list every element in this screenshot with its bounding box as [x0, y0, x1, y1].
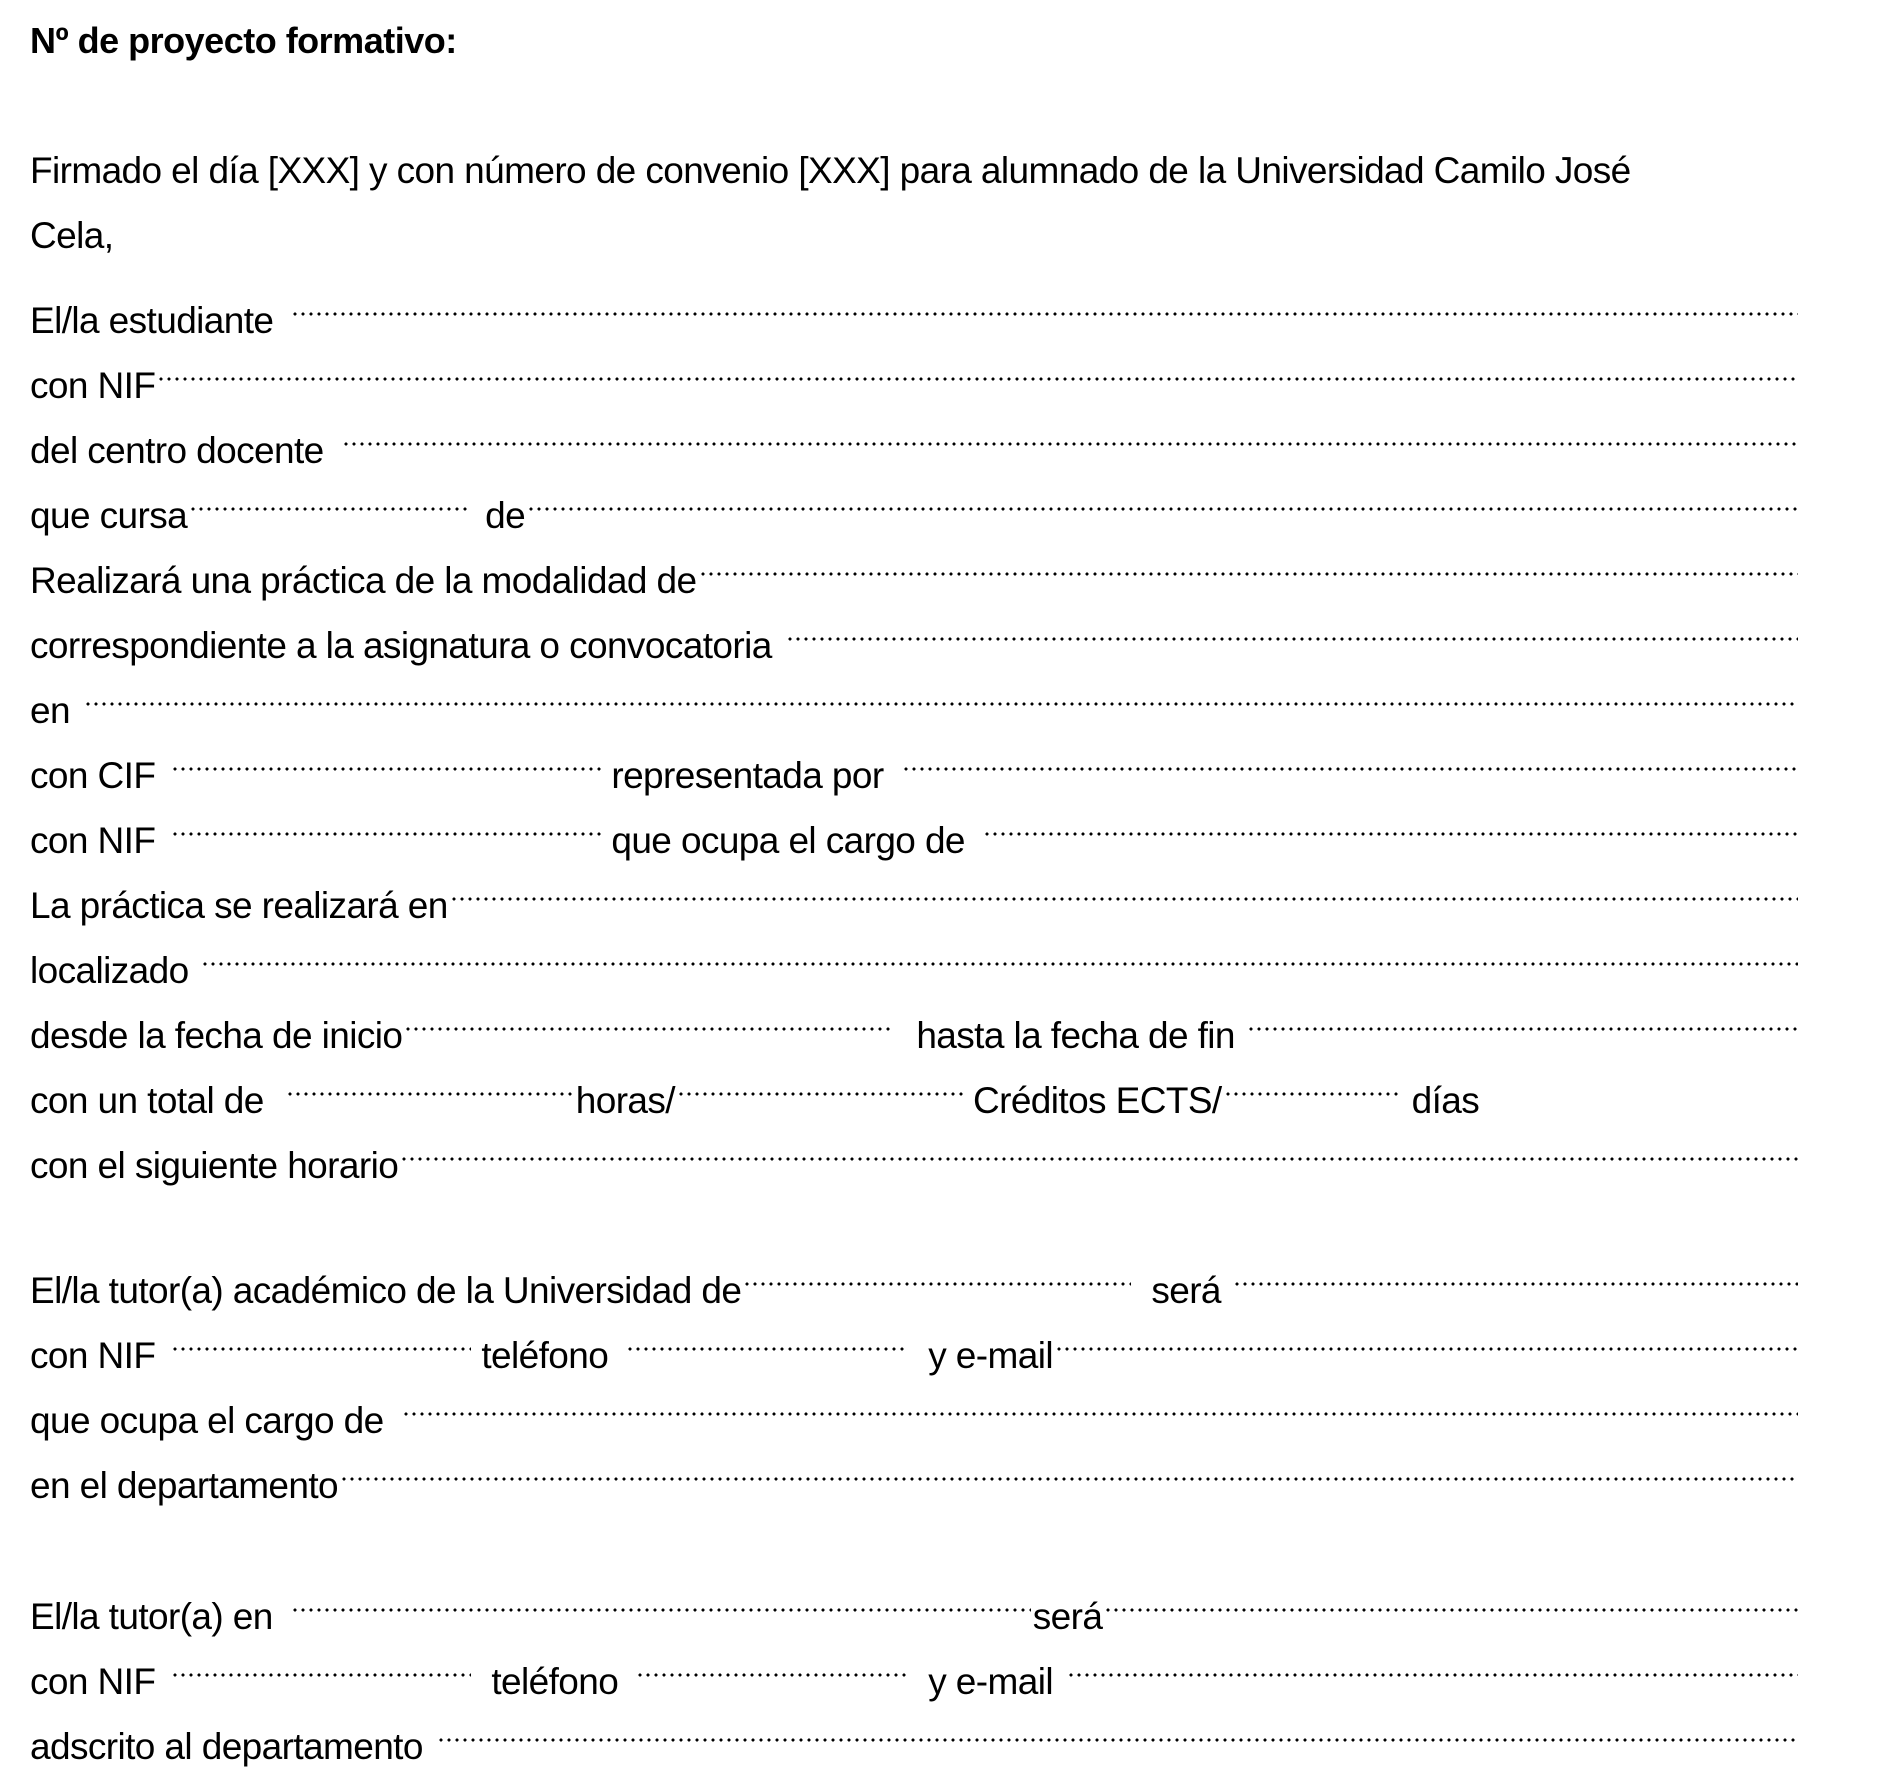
location-field[interactable]	[201, 918, 1798, 983]
label-nif: con NIF	[30, 365, 156, 406]
intro-text-1: Firmado el día [XXX] y con número de convenio [XXX] para alumnado de la Universidad Camilo José	[30, 150, 1631, 191]
label-modality: Realizará una práctica de la modalidad de	[30, 560, 697, 601]
label-practice-place: La práctica se realizará en	[30, 885, 448, 926]
company-tutor-dept-field[interactable]	[437, 1694, 1798, 1759]
representative-position-field[interactable]	[983, 788, 1798, 853]
student-nif-field[interactable]	[157, 333, 1798, 398]
label-school: del centro docente	[30, 430, 324, 471]
label-at-nif: con NIF	[30, 1335, 156, 1376]
label-company: en	[30, 690, 70, 731]
modality-field[interactable]	[699, 528, 1799, 593]
schedule-field[interactable]	[400, 1113, 1798, 1178]
label-course-of: de	[485, 495, 526, 536]
school-field[interactable]	[342, 398, 1798, 463]
label-will-be: será	[1151, 1270, 1221, 1311]
label-at-dept: en el departamento	[30, 1465, 339, 1506]
company-tutor-email-field[interactable]	[1067, 1629, 1798, 1694]
representative-field[interactable]	[902, 723, 1798, 788]
hours-field[interactable]	[286, 1048, 574, 1113]
modality-line	[30, 528, 1800, 601]
company-tutor-line	[30, 1564, 1800, 1637]
label-location: localizado	[30, 950, 189, 991]
label-course: que cursa	[30, 495, 188, 536]
practice-place-line	[30, 853, 1800, 926]
cif-line	[30, 723, 1800, 796]
representative-nif-field[interactable]	[171, 788, 601, 853]
school-line	[30, 398, 1800, 471]
student-name-field[interactable]	[291, 268, 1798, 333]
intro-line-1	[30, 138, 1870, 203]
academic-tutor-position-line	[30, 1368, 1800, 1441]
label-end-date: hasta la fecha de fin	[916, 1015, 1235, 1056]
label-at-email: y e-mail	[928, 1335, 1053, 1376]
academic-tutor-email-field[interactable]	[1055, 1303, 1798, 1368]
label-at-position: que ocupa el cargo de	[30, 1400, 384, 1441]
label-cif: con CIF	[30, 755, 156, 796]
label-represented-by: representada por	[611, 755, 884, 796]
university-field[interactable]	[743, 1238, 1131, 1303]
student-nif-line	[30, 333, 1800, 406]
schedule-line	[30, 1113, 1800, 1186]
subject-field[interactable]	[786, 593, 1798, 658]
label-schedule: con el siguiente horario	[30, 1145, 399, 1186]
course-line	[30, 463, 1800, 536]
student-section	[30, 268, 1870, 1186]
course-year-field[interactable]	[189, 463, 467, 528]
company-tutor-contact-line	[30, 1629, 1800, 1702]
label-ects: Créditos ECTS/	[972, 1080, 1222, 1121]
label-days: días	[1411, 1080, 1480, 1121]
label-ct-email: y e-mail	[928, 1661, 1053, 1702]
totals-line	[30, 1048, 1870, 1121]
label-academic-tutor: El/la tutor(a) académico de la Universidad de	[30, 1270, 742, 1311]
start-date-field[interactable]	[404, 983, 892, 1048]
label-rep-nif: con NIF	[30, 820, 156, 861]
label-at-phone: teléfono	[481, 1335, 609, 1376]
academic-tutor-position-field[interactable]	[402, 1368, 1798, 1433]
company-line	[30, 658, 1800, 731]
label-ct-dept: adscrito al departamento	[30, 1726, 423, 1767]
academic-tutor-nif-field[interactable]	[171, 1303, 471, 1368]
intro-text-2: Cela,	[30, 215, 114, 256]
label-company-tutor: El/la tutor(a) en	[30, 1596, 273, 1637]
company-tutor-dept-line	[30, 1694, 1800, 1767]
academic-tutor-name-field[interactable]	[1233, 1238, 1798, 1303]
student-name-line	[30, 268, 1800, 341]
ects-field[interactable]	[677, 1048, 963, 1113]
end-date-field[interactable]	[1247, 983, 1798, 1048]
label-subject: correspondiente a la asignatura o convocatoria	[30, 625, 772, 666]
label-rep-position: que ocupa el cargo de	[611, 820, 965, 861]
intro-line-2	[30, 203, 1870, 268]
label-total: con un total de	[30, 1080, 264, 1121]
representative-nif-line	[30, 788, 1800, 861]
location-line	[30, 918, 1800, 991]
company-tutor-section	[30, 1564, 1870, 1767]
intro-paragraph	[30, 138, 1870, 268]
cif-field[interactable]	[171, 723, 601, 788]
academic-tutor-contact-line	[30, 1303, 1800, 1376]
company-tutor-nif-field[interactable]	[171, 1629, 471, 1694]
company-field[interactable]	[84, 658, 1798, 723]
academic-tutor-line	[30, 1238, 1800, 1311]
label-ct-phone: teléfono	[491, 1661, 619, 1702]
company-tutor-phone-field[interactable]	[636, 1629, 908, 1694]
practice-place-field[interactable]	[450, 853, 1798, 918]
label-student: El/la estudiante	[30, 300, 274, 341]
company-tutor-entity-field[interactable]	[291, 1564, 1031, 1629]
academic-tutor-dept-field[interactable]	[340, 1433, 1798, 1498]
project-number-title: Nº de proyecto formativo:	[30, 20, 457, 61]
label-start-date: desde la fecha de inicio	[30, 1015, 403, 1056]
academic-tutor-section	[30, 1238, 1870, 1506]
company-tutor-name-field[interactable]	[1104, 1564, 1798, 1629]
academic-tutor-phone-field[interactable]	[626, 1303, 908, 1368]
label-hours: horas/	[575, 1080, 675, 1121]
label-ct-will-be: será	[1032, 1596, 1103, 1637]
dates-line	[30, 983, 1800, 1056]
label-ct-nif: con NIF	[30, 1661, 156, 1702]
days-field[interactable]	[1224, 1048, 1400, 1113]
course-name-field[interactable]	[527, 463, 1798, 528]
